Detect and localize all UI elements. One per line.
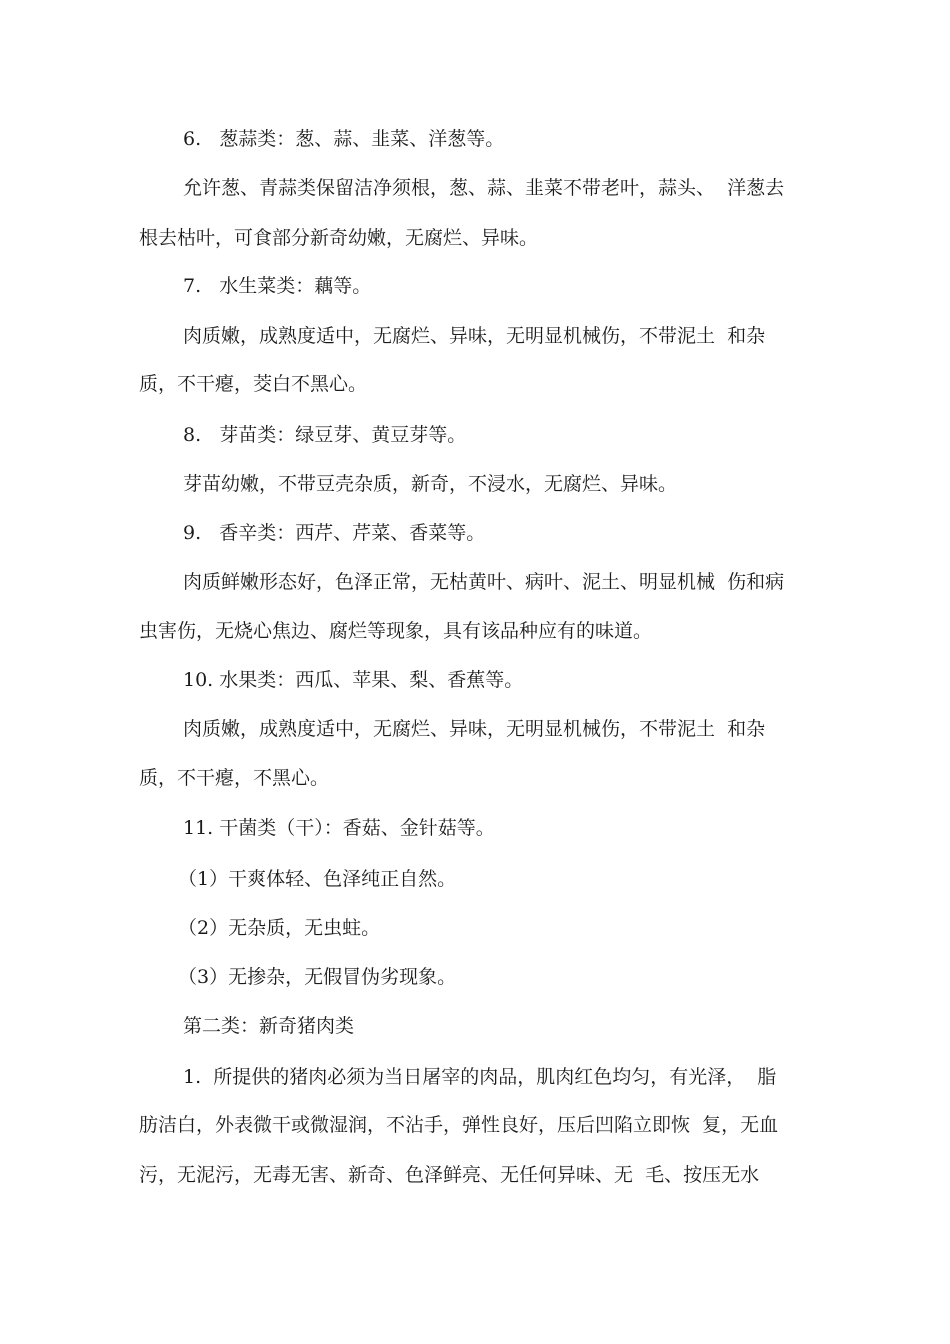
item-10-text-line-1: 肉质嫩，成熟度适中，无腐烂、异味，无明显机械伤，不带泥土 和杂 [183,718,766,740]
item-11-sub-1: （1）干爽体轻、色泽纯正自然。 [178,868,457,890]
item-8-text-line-1: 芽苗幼嫩，不带豆壳杂质，新奇，不浸水，无腐烂、异味。 [183,473,678,495]
item-7-text-line-1: 肉质嫩，成熟度适中，无腐烂、异味，无明显机械伤，不带泥土 和杂 [183,325,766,347]
item-8-heading: 8. 芽苗类：绿豆芽、黄豆芽等。 [183,424,467,446]
item-7-text-line-2: 质，不干瘪，茭白不黑心。 [139,373,368,395]
item-10-heading: 10. 水果类：西瓜、苹果、梨、香蕉等。 [183,669,524,691]
section-2-item-1-line-3: 污，无泥污，无毒无害、新奇、色泽鲜亮、无任何异味、无 毛、按压无水 [139,1164,760,1186]
item-9-text-line-2: 虫害伤，无烧心焦边、腐烂等现象，具有该品种应有的味道。 [139,620,653,642]
item-9-heading: 9. 香辛类：西芹、芹菜、香菜等。 [183,522,486,544]
item-11-heading: 11. 干菌类（干）：香菇、金针菇等。 [183,817,495,839]
section-2-item-1-line-1: 1. 所提供的猪肉必须为当日屠宰的肉品，肌肉红色均匀，有光泽， 脂 [183,1066,777,1088]
item-9-text-line-1: 肉质鲜嫩形态好，色泽正常，无枯黄叶、病叶、泥土、明显机械 伤和病 [183,571,785,593]
item-11-sub-3: （3）无掺杂，无假冒伪劣现象。 [178,966,457,988]
section-2-heading: 第二类：新奇猪肉类 [183,1015,355,1037]
section-2-item-1-line-2: 肪洁白，外表微干或微湿润，不沾手，弹性良好，压后凹陷立即恢 复，无血 [139,1114,779,1136]
item-11-sub-2: （2）无杂质，无虫蛀。 [178,917,381,939]
item-7-heading: 7. 水生菜类：藕等。 [183,275,372,297]
item-6-heading: 6. 葱蒜类：葱、蒜、韭菜、洋葱等。 [183,128,505,150]
item-10-text-line-2: 质，不干瘪，不黑心。 [139,767,330,789]
item-6-text-line-1: 允许葱、青蒜类保留洁净须根，葱、蒜、韭菜不带老叶，蒜头、 洋葱去 [183,177,785,199]
item-6-text-line-2: 根去枯叶，可食部分新奇幼嫩，无腐烂、异味。 [139,227,539,249]
